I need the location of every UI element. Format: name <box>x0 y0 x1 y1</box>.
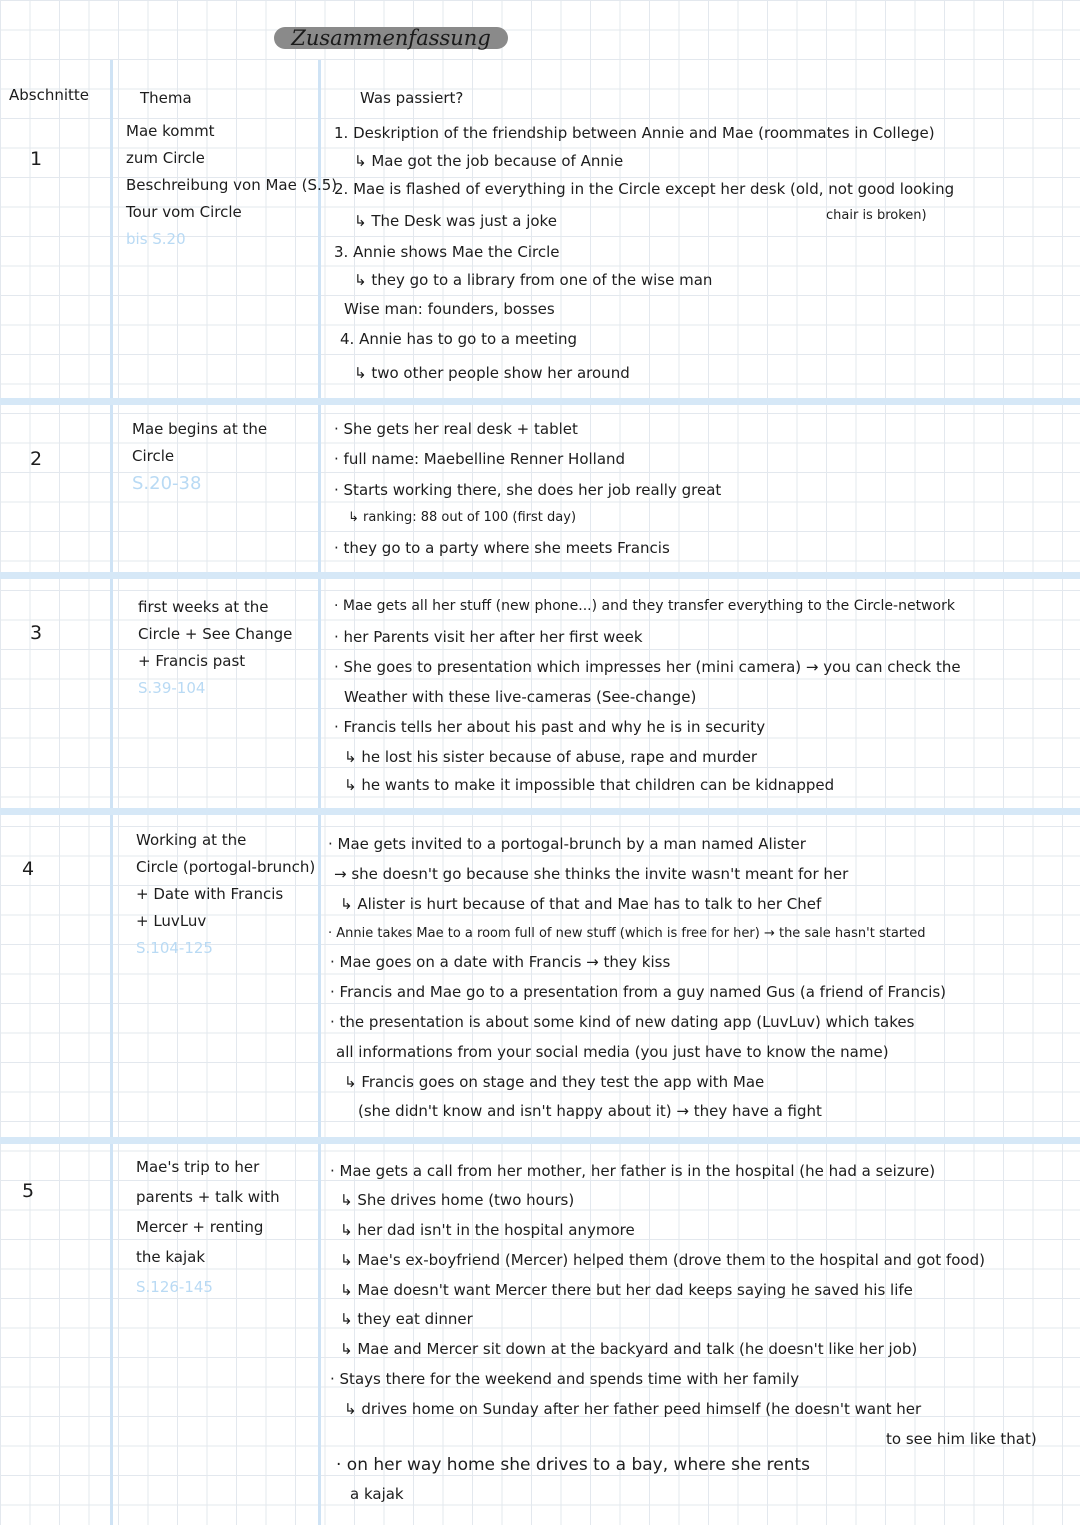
summary-line: → she doesn't go because she thinks the invite wasn't meant for her <box>334 865 849 883</box>
summary-line: ↳ The Desk was just a joke <box>354 212 557 230</box>
page-range: S.104-125 <box>136 939 213 957</box>
thema-line: Beschreibung von Mae (S.5) <box>126 176 338 194</box>
section-thema <box>136 827 315 962</box>
thema-line: Circle <box>132 447 175 465</box>
summary-line: · She gets her real desk + tablet <box>334 420 578 438</box>
section-number: 2 <box>30 448 43 470</box>
summary-line: ↳ they eat dinner <box>340 1310 473 1328</box>
summary-line: 4. Annie has to go to a meeting <box>340 330 578 348</box>
thema-line: Tour vom Circle <box>126 203 242 221</box>
summary-line: · Francis tells her about his past and why he is in security <box>334 718 766 736</box>
section-divider <box>0 572 1080 579</box>
summary-line: · her Parents visit her after her first week <box>334 628 643 646</box>
summary-line: ↳ Mae's ex-boyfriend (Mercer) helped them (drove them to the hospital and got food) <box>340 1251 985 1269</box>
section-number: 5 <box>22 1180 35 1202</box>
summary-line: ↳ Mae and Mercer sit down at the backyard and talk (he doesn't like her job) <box>340 1340 918 1358</box>
summary-line: · Mae gets invited to a portogal-brunch by a man named Alister <box>328 835 806 853</box>
thema-line: first weeks at the <box>138 598 269 616</box>
summary-line: · they go to a party where she meets Francis <box>334 539 670 557</box>
summary-line: 3. Annie shows Mae the Circle <box>334 243 560 261</box>
summary-line: · Mae gets a call from her mother, her father is in the hospital (he had a seizure) <box>330 1162 936 1180</box>
thema-line: + LuvLuv <box>136 912 207 930</box>
summary-line: ↳ two other people show her around <box>354 364 630 382</box>
thema-line: Circle + See Change <box>138 625 293 643</box>
page-title: Zusammenfassung <box>274 27 508 49</box>
summary-line: · Mae gets all her stuff (new phone...) and they transfer everything to the Circle-network <box>334 598 955 614</box>
thema-line: Mae's trip to her <box>136 1158 260 1176</box>
summary-line: Wise man: founders, bosses <box>344 300 555 318</box>
thema-line: Working at the <box>136 831 247 849</box>
summary-line: ↳ he wants to make it impossible that children can be kidnapped <box>344 776 835 794</box>
page-range: bis S.20 <box>126 230 186 248</box>
section-divider <box>0 1137 1080 1144</box>
section-divider <box>0 398 1080 405</box>
thema-line: Mae kommt <box>126 122 215 140</box>
summary-line: ↳ her dad isn't in the hospital anymore <box>340 1221 635 1239</box>
summary-line: · Starts working there, she does her job really great <box>334 481 722 499</box>
summary-line: · She goes to presentation which impresses her (mini camera) → you can check the <box>334 658 961 676</box>
summary-line: chair is broken) <box>826 208 927 223</box>
thema-line: parents + talk with <box>136 1188 280 1206</box>
summary-line: · Stays there for the weekend and spends time with her family <box>330 1370 800 1388</box>
summary-line: Weather with these live-cameras (See-change) <box>344 688 697 706</box>
summary-line: · Mae goes on a date with Francis → they kiss <box>330 953 671 971</box>
summary-line: · Annie takes Mae to a room full of new stuff (which is free for her) → the sale hasn't started <box>328 926 926 941</box>
section-divider <box>0 808 1080 815</box>
section-number: 4 <box>22 858 35 880</box>
header-was-passiert: Was passiert? <box>360 89 464 107</box>
summary-line: ↳ Alister is hurt because of that and Mae has to talk to her Chef <box>340 895 822 913</box>
summary-line: · the presentation is about some kind of new dating app (LuvLuv) which takes <box>330 1013 915 1031</box>
summary-line: ↳ Mae got the job because of Annie <box>354 152 624 170</box>
summary-line: ↳ Mae doesn't want Mercer there but her dad keeps saying he saved his life <box>340 1281 913 1299</box>
summary-line: · Francis and Mae go to a presentation from a guy named Gus (a friend of Francis) <box>330 983 947 1001</box>
summary-line: ↳ drives home on Sunday after her father peed himself (he doesn't want her <box>344 1400 922 1418</box>
summary-line: ↳ they go to a library from one of the wise man <box>354 271 713 289</box>
summary-line: ↳ She drives home (two hours) <box>340 1191 575 1209</box>
section-thema <box>132 416 267 497</box>
section-thema <box>136 1152 280 1302</box>
summary-line: ↳ ranking: 88 out of 100 (first day) <box>348 510 577 525</box>
page-range: S.20-38 <box>132 473 202 494</box>
section-thema <box>138 594 292 702</box>
summary-line: · full name: Maebelline Renner Holland <box>334 450 626 468</box>
header-thema: Thema <box>140 89 192 107</box>
thema-line: Mercer + renting <box>136 1218 264 1236</box>
thema-line: Mae begins at the <box>132 420 268 438</box>
summary-line: 1. Deskription of the friendship between Annie and Mae (roommates in College) <box>334 124 935 142</box>
summary-line: 2. Mae is flashed of everything in the Circle except her desk (old, not good looking <box>334 180 955 198</box>
summary-line: (she didn't know and isn't happy about it) → they have a fight <box>358 1102 822 1120</box>
section-number: 1 <box>30 148 43 170</box>
page-range: S.39-104 <box>138 679 206 697</box>
page-range: S.126-145 <box>136 1278 213 1296</box>
summary-line: ↳ Francis goes on stage and they test the app with Mae <box>344 1073 765 1091</box>
thema-line: zum Circle <box>126 149 205 167</box>
section-number: 3 <box>30 622 43 644</box>
summary-line: all informations from your social media (you just have to know the name) <box>336 1043 889 1061</box>
section-thema <box>126 118 337 253</box>
thema-line: + Francis past <box>138 652 246 670</box>
thema-line: the kajak <box>136 1248 206 1266</box>
thema-line: Circle (portogal-brunch) <box>136 858 316 876</box>
summary-line: ↳ he lost his sister because of abuse, rape and murder <box>344 748 758 766</box>
column-divider-left <box>110 60 113 1525</box>
summary-line: · on her way home she drives to a bay, where she rents <box>336 1455 811 1475</box>
column-divider-right <box>318 60 321 1525</box>
thema-line: + Date with Francis <box>136 885 284 903</box>
header-abschnitte: Abschnitte <box>9 86 90 104</box>
summary-line: a kajak <box>350 1485 404 1503</box>
summary-line: to see him like that) <box>886 1430 1037 1448</box>
